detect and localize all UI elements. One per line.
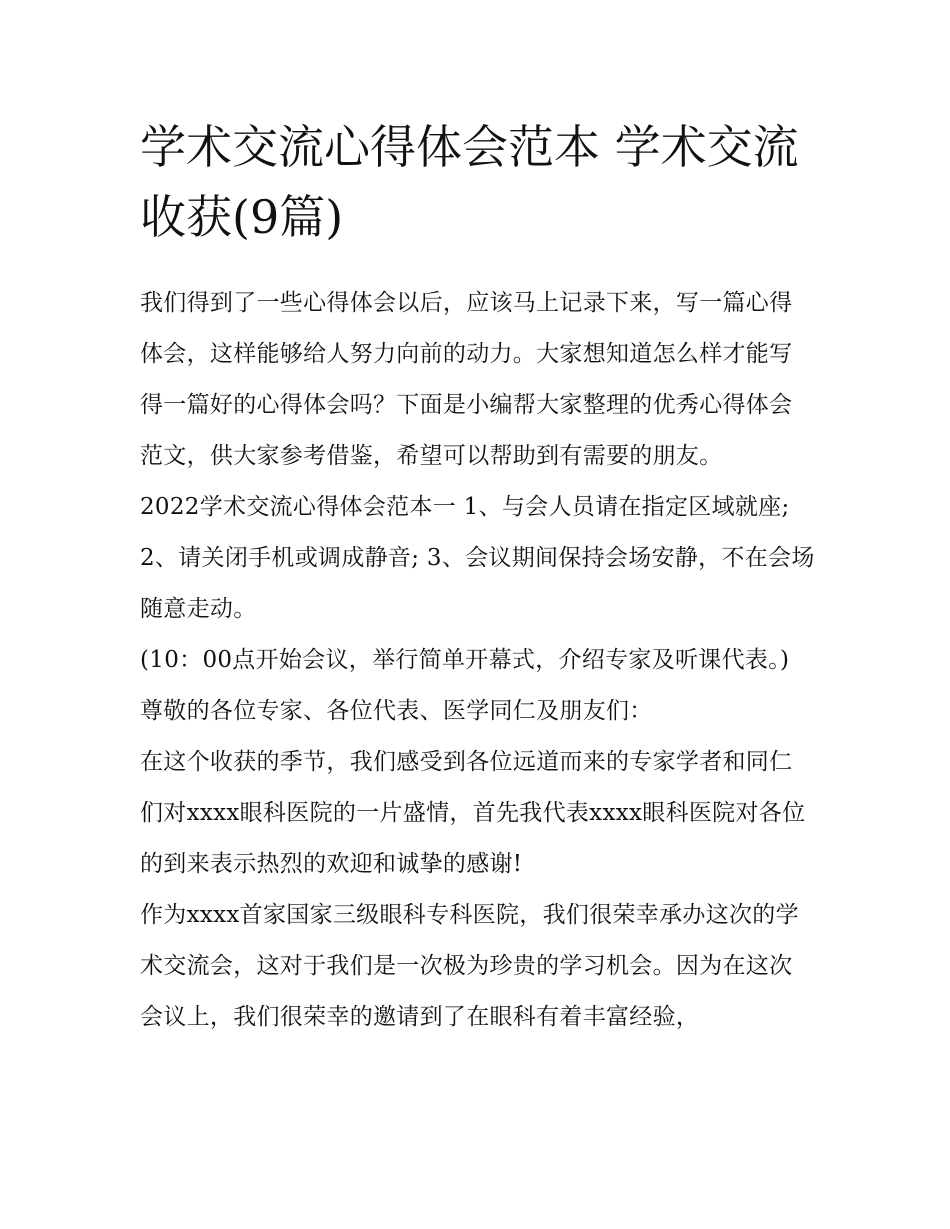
document-content <box>140 112 815 1043</box>
welcome-paragraph: 在这个收获的季节，我们感受到各位远道而来的专家学者和同仁们对xxxx眼科医院的一片盛情，首先我代表xxxx眼科医院对各位的到来表示热烈的欢迎和诚挚的感谢! <box>140 749 806 877</box>
hospital-paragraph: 作为xxxx首家国家三级眼科专科医院，我们很荣幸承办这次的学术交流会，这对于我们是一次极为珍贵的学习机会。因为在这次会议上，我们很荣幸的邀请到了在眼科有着丰富经验， <box>140 902 799 1030</box>
meeting-rules-paragraph: 2022学术交流心得体会范本一 1、与会人员请在指定区域就座; 2、请关闭手机或调成静音; 3、会议期间保持会场安静，不在会场随意走动。 <box>140 494 815 622</box>
intro-paragraph: 我们得到了一些心得体会以后，应该马上记录下来，写一篇心得体会，这样能够给人努力向前的动力。大家想知道怎么样才能写得一篇好的心得体会吗？下面是小编帮大家整理的优秀心得体会范文，供大家参考借鉴，希望可以帮助到有需要的朋友。 <box>140 290 793 469</box>
document-title: 学术交流心得体会范本 学术交流收获(9篇) <box>140 120 799 244</box>
opening-paragraph: (10：00点开始会议，举行简单开幕式，介绍专家及听课代表。) 尊敬的各位专家、各位代表、医学同仁及朋友们： <box>140 647 790 724</box>
